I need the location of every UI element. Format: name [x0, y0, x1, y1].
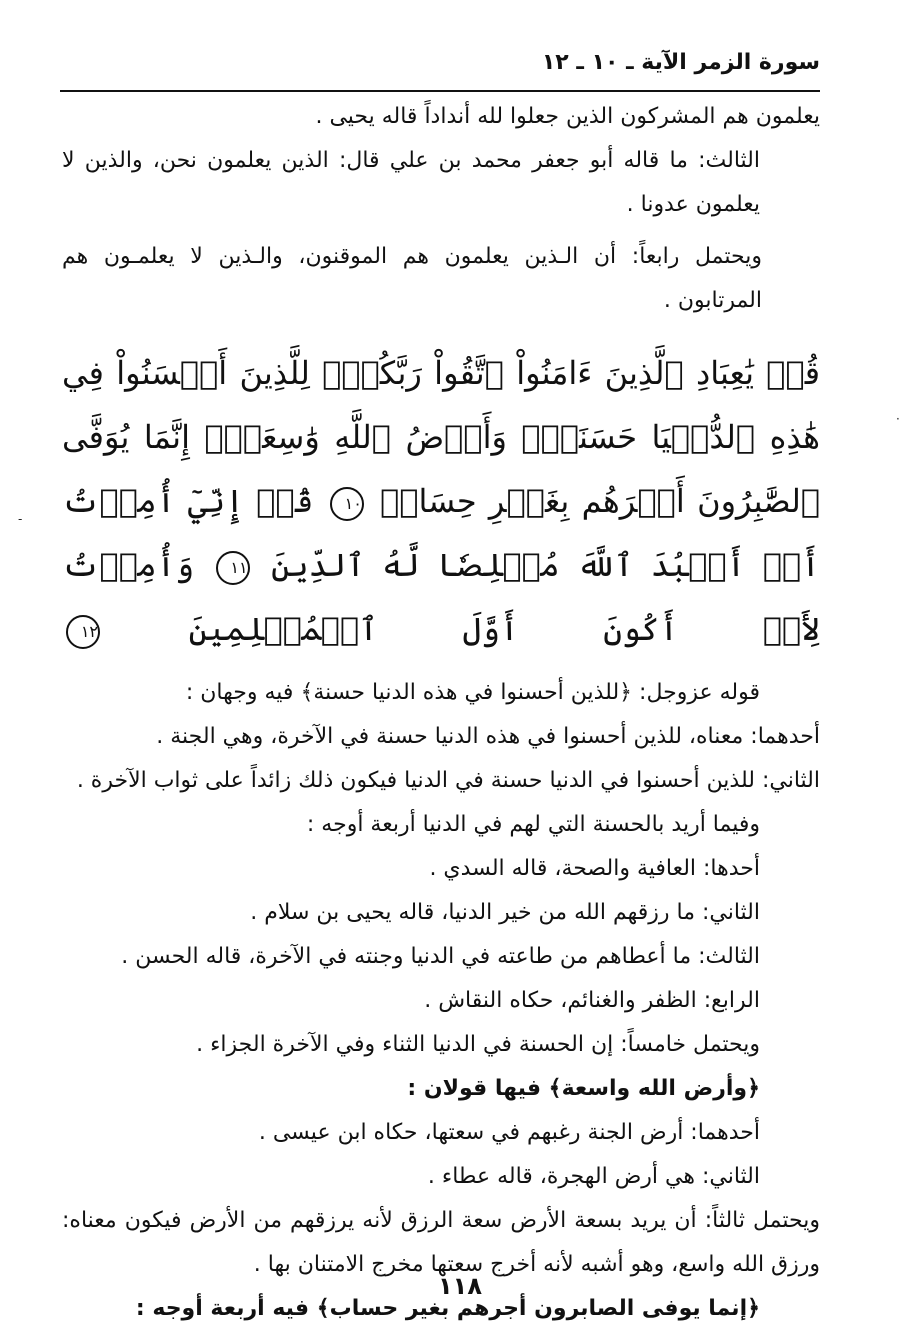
paragraph: الثاني: للذين أحسنوا في الدنيا حسنة في الدنيا فيكون ذلك زائداً على ثواب الآخرة . [76, 768, 820, 793]
paragraph: أحدهما: معناه، للذين أحسنوا في هذه الدنيا حسنة في الآخرة، وهي الجنة . [156, 724, 820, 749]
running-header [60, 50, 820, 90]
paragraph: ويحتمل خامساً: إن الحسنة في الدنيا الثناء وفي الآخرة الجزاء . [196, 1032, 760, 1057]
paragraph: الثاني: هي أرض الهجرة، قاله عطاء . [427, 1164, 760, 1189]
paragraph: الثاني: ما رزقهم الله من خير الدنيا، قاله يحيى بن سلام . [250, 900, 760, 925]
header-rule [60, 90, 820, 92]
header-title: سورة الزمر الآية ـ ١٠ ـ ١٢ [541, 50, 820, 75]
paragraph: الرابع: الظفر والغنائم، حكاه النقاش . [424, 988, 760, 1013]
paragraph: ويحتمل ثالثاً: أن يريد بسعة الأرض سعة الرزق لأنه يرزقهم من الأرض فيكون معناه: ورزق الله واسع، وهو أشبه لأنه أخرج سعتها مخرج الامتنان بها . [62, 1208, 820, 1277]
quran-verse [62, 341, 820, 661]
paragraph: أحدهما: أرض الجنة رغبهم في سعتها، حكاه ابن عيسى . [258, 1120, 760, 1145]
paragraph: الثالث: ما أعطاهم من طاعته في الدنيا وجنته في الآخرة، قاله الحسن . [121, 944, 760, 969]
paragraph: قوله عزوجل: ﴿للذين أحسنوا في هذه الدنيا حسنة﴾ فيه وجهان : [185, 680, 760, 705]
ayah-number: ١٠ [330, 487, 364, 521]
paragraph: يعلمون هم المشركون الذين جعلوا لله أنداداً قاله يحيى . [315, 104, 820, 129]
page-body [62, 95, 820, 1331]
ayah-number: ١٢ [66, 615, 100, 649]
paragraph: أحدها: العافية والصحة، قاله السدي . [429, 856, 760, 881]
scan-speck: · [896, 412, 900, 426]
paragraph: وفيما أريد بالحسنة التي لهم في الدنيا أربعة أوجه : [306, 812, 760, 837]
paragraph: ﴿إنما يوفى الصابرون أجرهم بغير حساب﴾ فيه أربعة أوجه : [135, 1296, 760, 1321]
verse-text: قُلۡ إِنِّيٓ أُمِرۡتُ أَنۡ أَعۡبُدَ ٱللَّهَ مُخۡلِصٗا لَّهُ ٱلدِّينَ [62, 482, 821, 584]
ayah-number: ١١ [216, 551, 250, 585]
paragraph: ﴿وأرض الله واسعة﴾ فيها قولان : [407, 1076, 760, 1101]
page-number: ١١٨ [438, 1272, 482, 1300]
scan-speck: - [18, 512, 23, 526]
verse-text: قُلۡ يَٰعِبَادِ ٱلَّذِينَ ءَامَنُواْ ٱتَّقُواْ رَبَّكُمۡۚ لِلَّذِينَ أَحۡسَنُواْ فِي هَٰذِهِ ٱلدُّنۡيَا حَسَنَةٞۗ وَأَرۡضُ ٱللَّهِ وَٰسِعَةٌۗ إِنَّمَا يُوَفَّى ٱلصَّٰبِرُونَ أَجۡرَهُم بِغَيۡرِ حِسَابٖ [62, 354, 821, 520]
verse-text: وَأُمِرۡتُ لِأَنۡ أَكُونَ أَوَّلَ ٱلۡمُسۡلِمِينَ [62, 546, 821, 648]
paragraph: ويحتمل رابعاً: أن الـذين يعلمون هم الموقنون، والـذين لا يعلمـون هم المرتابون . [62, 244, 762, 313]
paragraph: الثالث: ما قاله أبو جعفر محمد بن علي قال: الذين يعلمون نحن، والذين لا يعلمون عدونا . [62, 148, 760, 217]
